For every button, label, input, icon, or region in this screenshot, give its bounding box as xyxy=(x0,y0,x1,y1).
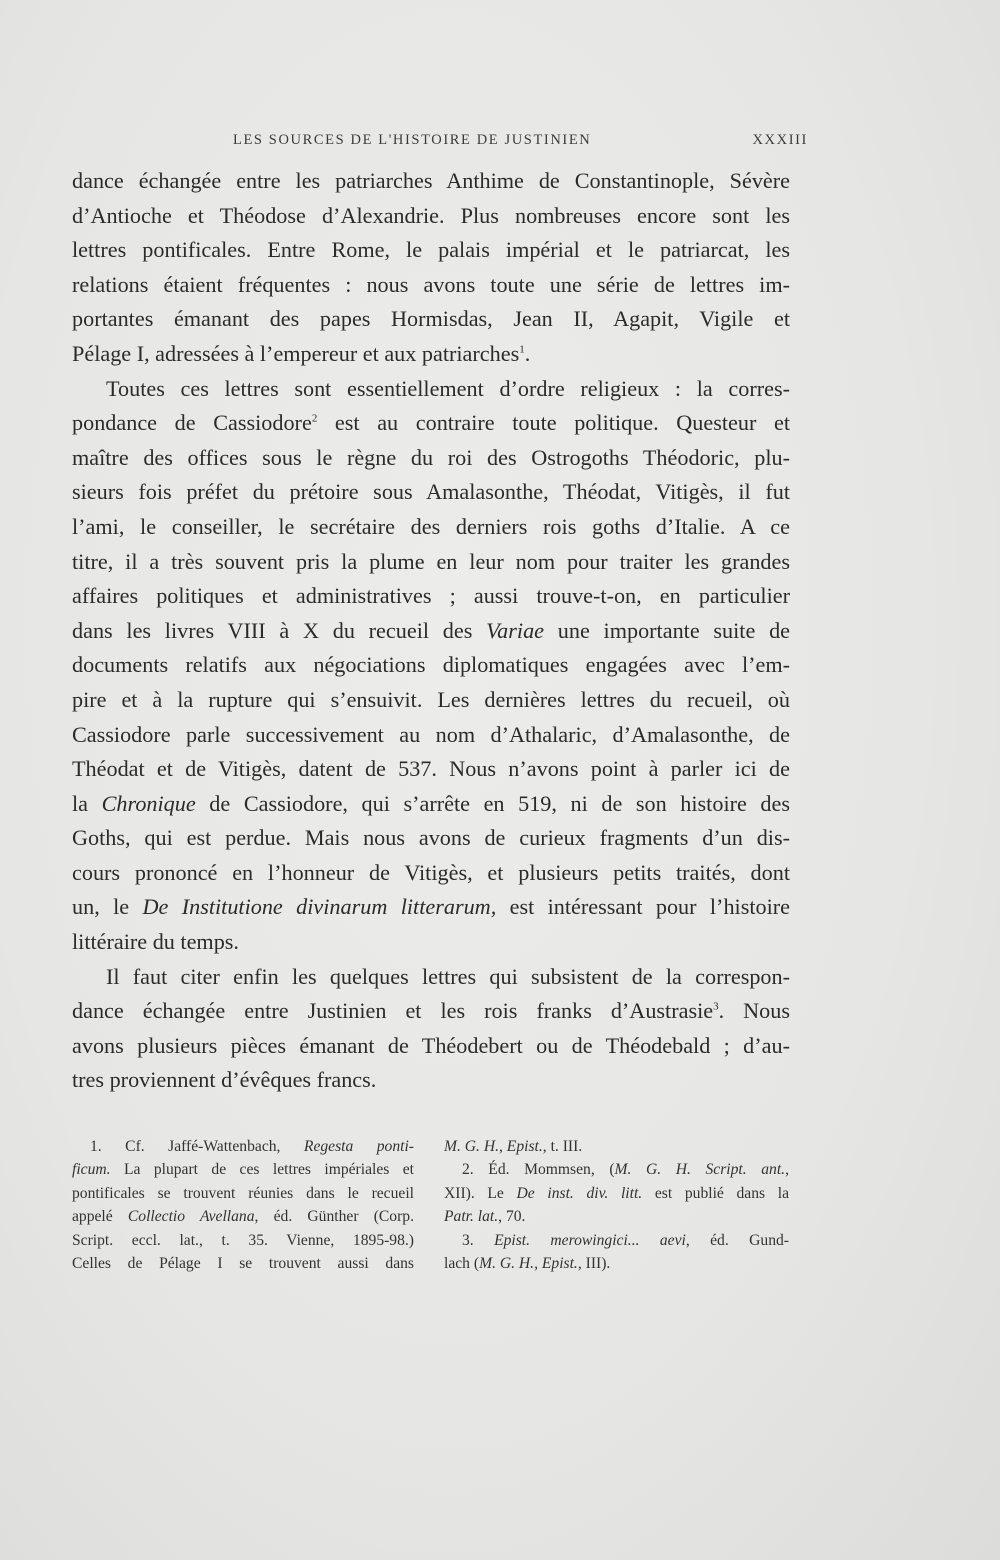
running-title: LES SOURCES DE L'HISTOIRE DE JUSTINIEN xyxy=(233,132,592,148)
text-line xyxy=(72,787,790,822)
italic-title: De Institutione divinarum litterarum, xyxy=(142,894,497,920)
text-span: appelé xyxy=(72,1208,128,1226)
text-line: Théodat et de Vitigès, datent de 537. Nous n’avons point à parler ici de xyxy=(72,756,790,782)
text-span: 3. xyxy=(462,1231,495,1249)
text-line: avons plusieurs pièces émanant de Théodebert ou de Théodebald ; d’au- xyxy=(72,1032,790,1058)
italic-title: M. G. H. Script. ant. xyxy=(614,1161,786,1179)
text-line: titre, il a très souvent pris la plume en leur nom pour traiter les grandes xyxy=(72,548,790,574)
text-span: un, le xyxy=(72,894,143,920)
text-span: dance échangée entre Justinien et les rois franks d’Austrasie xyxy=(72,998,714,1024)
text-span: , t. III. xyxy=(542,1138,583,1155)
footnote-line: pontificales se trouvent réunies dans le recueil xyxy=(72,1184,414,1202)
text-line: documents relatifs aux négociations diplomatiques engagées avec l’em- xyxy=(72,652,790,678)
text-line: Toutes ces lettres sont essentiellement d’ordre religieux : la corres- xyxy=(106,375,790,401)
text-line xyxy=(72,337,790,372)
text-span: . xyxy=(524,340,531,366)
footnote-line xyxy=(444,1135,789,1158)
italic-title: Chronique xyxy=(101,790,196,816)
text-line: lettres pontificales. Entre Rome, le palais impérial et le patriarcat, les xyxy=(72,237,790,263)
footnote-line xyxy=(72,1158,414,1181)
text-span: est au contraire toute politique. Questeur et xyxy=(317,410,790,436)
text-span: , xyxy=(785,1161,789,1179)
text-line: pire et à la rupture qui s’ensuivit. Les dernières lettres du recueil, où xyxy=(72,686,790,712)
running-head xyxy=(233,128,808,152)
main-text xyxy=(72,164,790,1098)
text-line xyxy=(72,890,790,925)
text-span: , éd. Gund- xyxy=(685,1231,789,1249)
footnote-line xyxy=(444,1205,789,1228)
footnote-line: Celles de Pélage I se trouvent aussi dans xyxy=(72,1255,414,1273)
footnote-column-right xyxy=(444,1135,789,1275)
footnote-line xyxy=(72,1135,414,1158)
italic-title: Epist. merowingici... aevi xyxy=(494,1231,686,1249)
text-span: La plupart de ces lettres impériales et xyxy=(110,1161,414,1179)
footnote-line xyxy=(444,1182,789,1205)
text-line xyxy=(72,614,790,649)
italic-title: Regesta ponti- xyxy=(303,1138,415,1155)
italic-title: Patr. lat. xyxy=(444,1208,499,1226)
text-line: tres proviennent d’évêques francs. xyxy=(72,1067,377,1093)
text-line: sieurs fois préfet du prétoire sous Amalasonthe, Théodat, Vitigès, il fut xyxy=(72,479,790,505)
footnote-line xyxy=(444,1158,789,1181)
text-line xyxy=(72,994,790,1029)
text-span: 1. Cf. Jaffé-Wattenbach, xyxy=(90,1138,304,1155)
text-span: la xyxy=(72,790,102,816)
text-span: XII). Le xyxy=(444,1184,517,1202)
text-line: littéraire du temps. xyxy=(72,929,239,955)
text-span: de Cassiodore, qui s’arrête en 519, ni de son histoire des xyxy=(195,790,790,816)
text-span: 2. Éd. Mommsen, ( xyxy=(462,1161,615,1179)
page-number: XXXIII xyxy=(752,132,808,148)
text-span: une importante suite de xyxy=(544,617,791,643)
italic-title: M. G. H., Epist. xyxy=(444,1138,543,1155)
footnote-column-left xyxy=(72,1135,414,1275)
text-line: portantes émanant des papes Hormisdas, Jean II, Agapit, Vigile et xyxy=(72,306,790,332)
footnote-line xyxy=(444,1229,789,1252)
text-span: dans les livres VIII à X du recueil des xyxy=(72,617,487,643)
italic-title: De inst. div. litt. xyxy=(516,1184,643,1202)
text-span: pondance de Cassiodore xyxy=(72,410,312,436)
text-line: l’ami, le conseiller, le secrétaire des derniers rois goths d’Italie. A ce xyxy=(72,513,790,539)
footnote-line xyxy=(72,1205,414,1228)
text-line: Cassiodore parle successivement au nom d’Athalaric, d’Amalasonthe, de xyxy=(72,721,790,747)
text-line: dance échangée entre les patriarches Anthime de Constantinople, Sévère xyxy=(72,168,790,193)
italic-title: ficum. xyxy=(72,1161,111,1179)
text-line: Il faut citer enfin les quelques lettres qui subsistent de la correspon- xyxy=(106,963,790,989)
italic-title: Variae xyxy=(486,617,545,643)
text-line: Goths, qui est perdue. Mais nous avons de curieux fragments d’un dis- xyxy=(72,825,790,851)
footnote-line xyxy=(444,1252,789,1275)
text-span: lach ( xyxy=(444,1255,480,1273)
text-line: affaires politiques et administratives ; aussi trouve-t-on, en particulier xyxy=(72,583,790,609)
footnote-line: Script. eccl. lat., t. 35. Vienne, 1895-98.) xyxy=(72,1231,414,1249)
text-span: est intéressant pour l’histoire xyxy=(496,894,790,920)
text-line: d’Antioche et Théodose d’Alexandrie. Plus nombreuses encore sont les xyxy=(72,202,790,228)
text-line: cours prononcé en l’honneur de Vitigès, et plusieurs petits traités, dont xyxy=(72,859,790,885)
footnote-ref: 1 xyxy=(519,343,525,356)
text-span: est publié dans la xyxy=(642,1184,790,1202)
text-span: . Nous xyxy=(718,998,790,1024)
italic-title: M. G. H., Epist. xyxy=(479,1255,578,1273)
text-line: relations étaient fréquentes : nous avons toute une série de lettres im- xyxy=(72,271,790,297)
text-span: , III). xyxy=(577,1255,611,1273)
footnote-ref: 2 xyxy=(311,412,318,425)
text-line xyxy=(72,406,790,441)
text-span: , éd. Günther (Corp. xyxy=(254,1208,414,1226)
text-span: , 70. xyxy=(498,1208,526,1226)
text-line: maître des offices sous le règne du roi des Ostrogoths Théodoric, plu- xyxy=(72,444,790,470)
italic-title: Collectio Avellana xyxy=(127,1208,255,1226)
footnote-ref: 3 xyxy=(713,1000,719,1013)
text-span: Pélage I, adressées à l’empereur et aux patriarches xyxy=(72,340,520,366)
